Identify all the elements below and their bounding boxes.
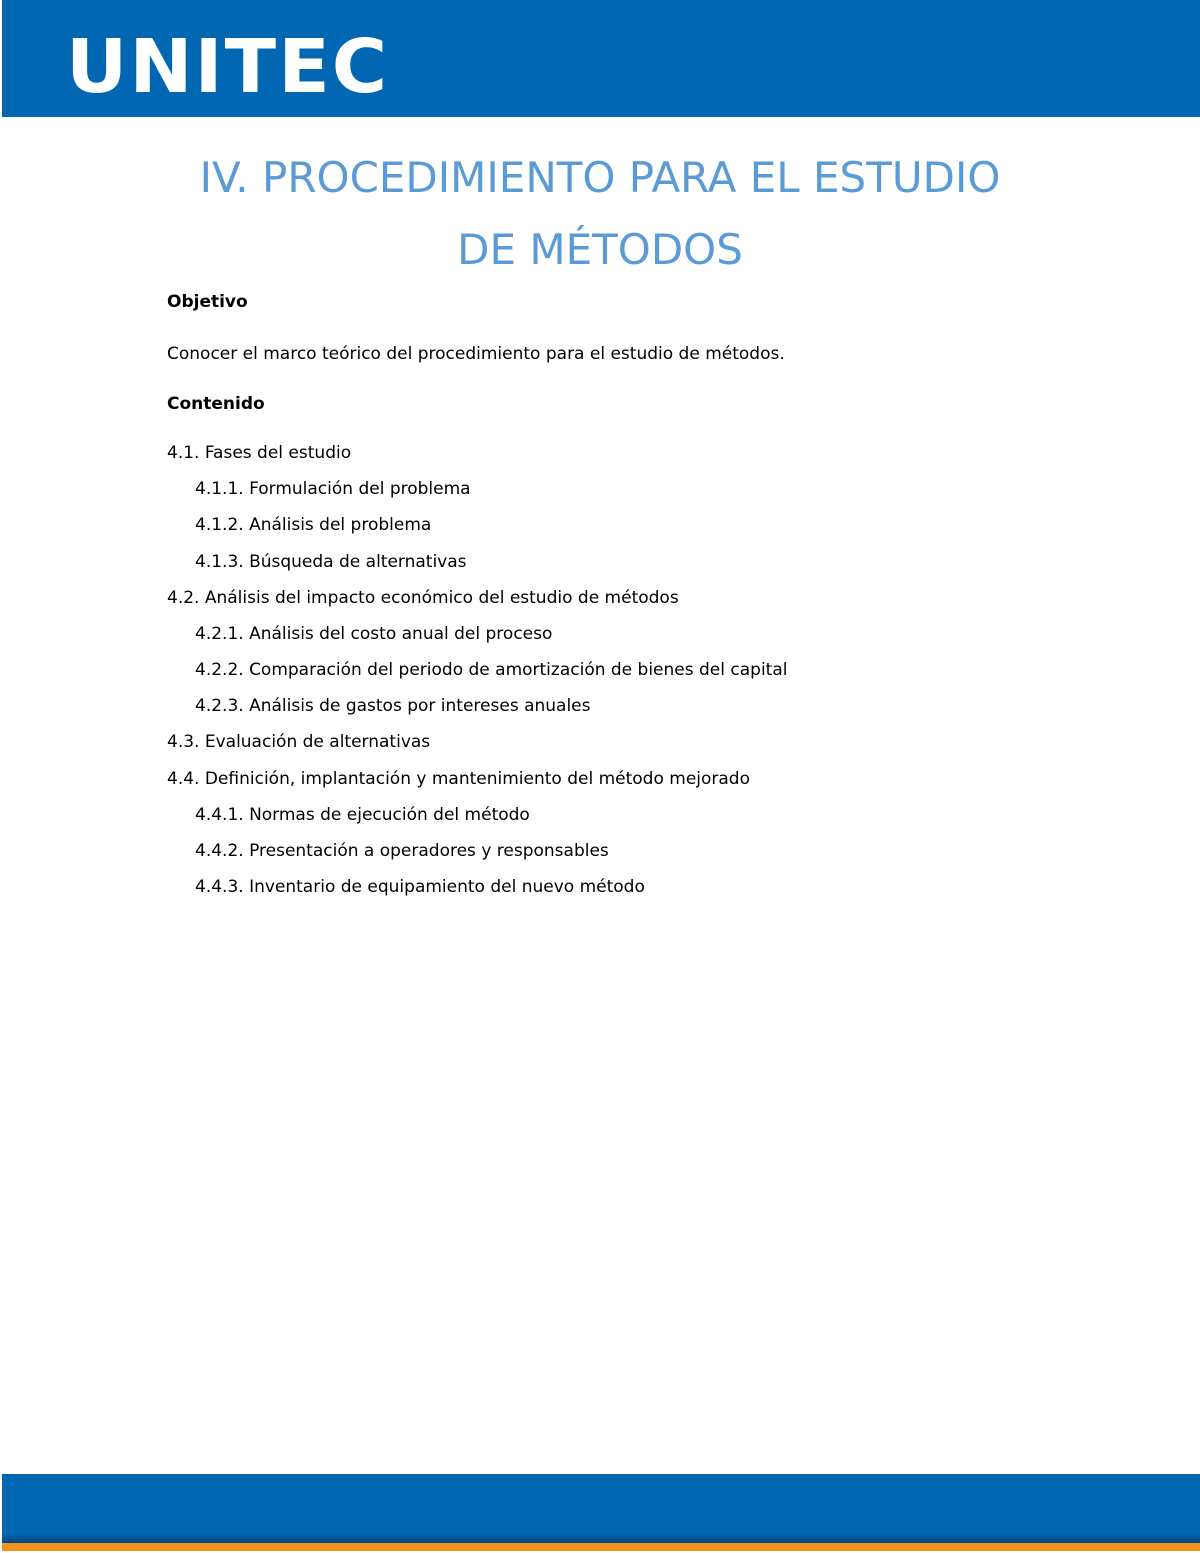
toc-item: 4.4.1. Normas de ejecución del método: [195, 805, 530, 825]
footer-accent-stripe: [2, 1543, 1200, 1551]
toc-item: 4.1.2. Análisis del problema: [195, 515, 432, 535]
title-line-2: DE MÉTODOS: [457, 225, 743, 274]
toc-item: 4.2.3. Análisis de gastos por intereses anuales: [195, 696, 591, 716]
toc-item: 4.4.2. Presentación a operadores y responsables: [195, 841, 609, 861]
toc-item: 4.1.1. Formulación del problema: [195, 479, 471, 499]
toc-item: 4.2.2. Comparación del periodo de amortización de bienes del capital: [195, 660, 788, 680]
toc-item: 4.3. Evaluación de alternativas: [167, 732, 431, 752]
objective-heading: Objetivo: [167, 292, 248, 312]
page-title: [0, 142, 1200, 286]
toc-item: 4.4. Definición, implantación y mantenimiento del método mejorado: [167, 769, 750, 789]
toc-item: 4.2.1. Análisis del costo anual del proceso: [195, 624, 553, 644]
title-line-1: IV. PROCEDIMIENTO PARA EL ESTUDIO: [199, 153, 1001, 202]
unitec-logo: UNITEC: [66, 24, 390, 110]
toc-item: 4.2. Análisis del impacto económico del estudio de métodos: [167, 588, 679, 608]
content-heading: Contenido: [167, 394, 265, 414]
toc-item: 4.1. Fases del estudio: [167, 443, 352, 463]
toc-item: 4.4.3. Inventario de equipamiento del nuevo método: [195, 877, 645, 897]
header-band: [2, 0, 1200, 117]
toc-item: 4.1.3. Búsqueda de alternativas: [195, 552, 467, 572]
objective-text: Conocer el marco teórico del procedimiento para el estudio de métodos.: [167, 344, 785, 364]
